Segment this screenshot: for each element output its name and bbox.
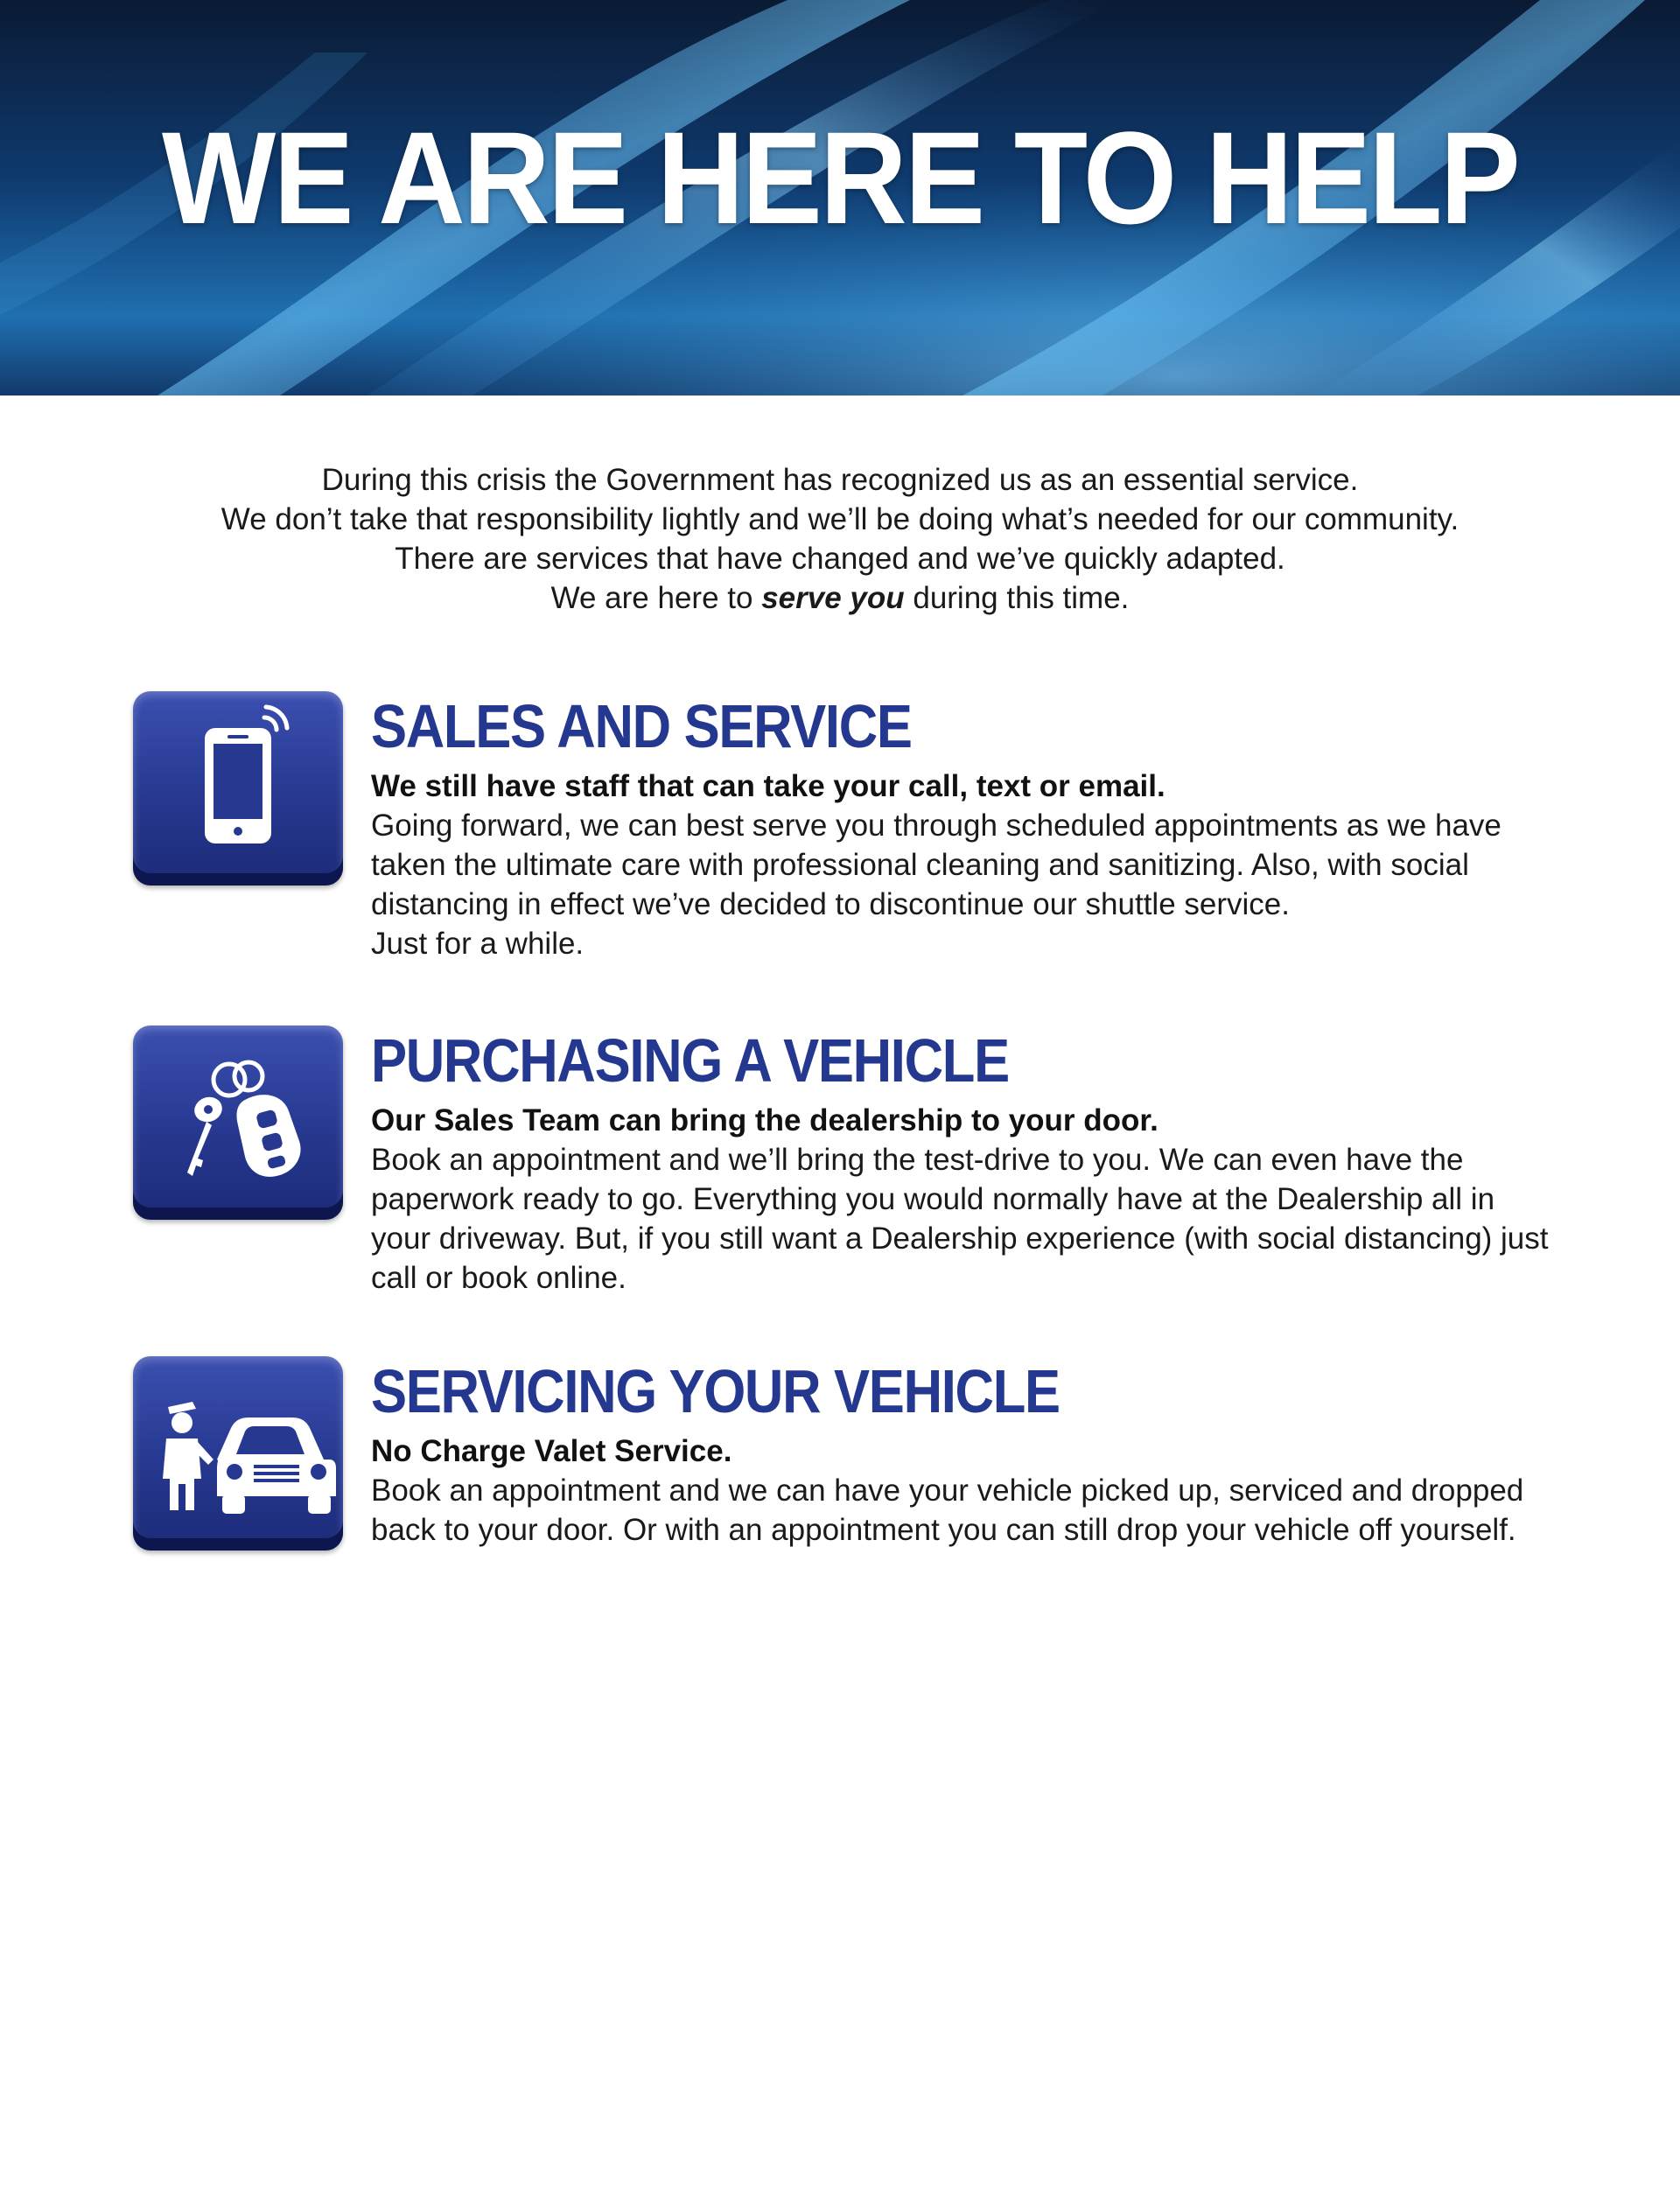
intro-line — [0, 578, 1680, 618]
section-heading: PURCHASING A VEHICLE — [371, 1026, 1009, 1095]
section-heading: SERVICING YOUR VEHICLE — [371, 1357, 1060, 1425]
valet-car-icon — [133, 1356, 343, 1550]
section-body-extra: Just for a while. — [371, 927, 584, 961]
smartphone-icon — [133, 691, 343, 886]
section-body: Going forward, we can best serve you through scheduled appointments as we have taken the ultimate care with professional cleaning and sanitizing. Also, with social distancing in effect we’ve decided to discontinue our shuttle service. — [371, 808, 1502, 921]
intro-line: There are services that have changed and we’ve quickly adapted. — [395, 542, 1285, 576]
section-lead: No Charge Valet Service. — [371, 1434, 732, 1468]
section-text — [371, 1026, 1561, 1298]
section-body: Book an appointment and we can have your vehicle picked up, serviced and dropped back to your door. Or with an appointment you can still drop your vehicle off yourself. — [371, 1474, 1524, 1547]
section-text — [371, 1356, 1561, 1550]
section-sales-and-service — [133, 691, 1577, 962]
section-heading: SALES AND SERVICE — [371, 692, 912, 760]
section-lead: We still have staff that can take your call, text or email. — [371, 769, 1166, 803]
intro-line-end: during this time. — [904, 581, 1130, 615]
hero-banner — [0, 0, 1680, 396]
intro-text — [0, 460, 1680, 618]
section-lead: Our Sales Team can bring the dealership to your door. — [371, 1103, 1158, 1138]
intro-line: During this crisis the Government has recognized us as an essential service. — [321, 463, 1359, 497]
section-text — [371, 691, 1561, 963]
section-body: Book an appointment and we’ll bring the test-drive to you. We can even have the paperwork ready to go. Everything you would normally have at the Dealership all in your driveway. But, if you still want a Dealership experience (with social distancing) just call or book online. — [371, 1143, 1549, 1295]
intro-line-start: We are here to — [550, 581, 762, 615]
intro-emphasis: serve you — [761, 581, 905, 615]
banner-title: WE ARE HERE TO HELP — [161, 104, 1519, 251]
section-purchasing-a-vehicle — [133, 1026, 1577, 1297]
intro-line: We don’t take that responsibility lightly and we’ll be doing what’s needed for our community. — [220, 502, 1460, 536]
car-keys-icon — [133, 1026, 343, 1220]
section-servicing-your-vehicle — [133, 1356, 1577, 1619]
